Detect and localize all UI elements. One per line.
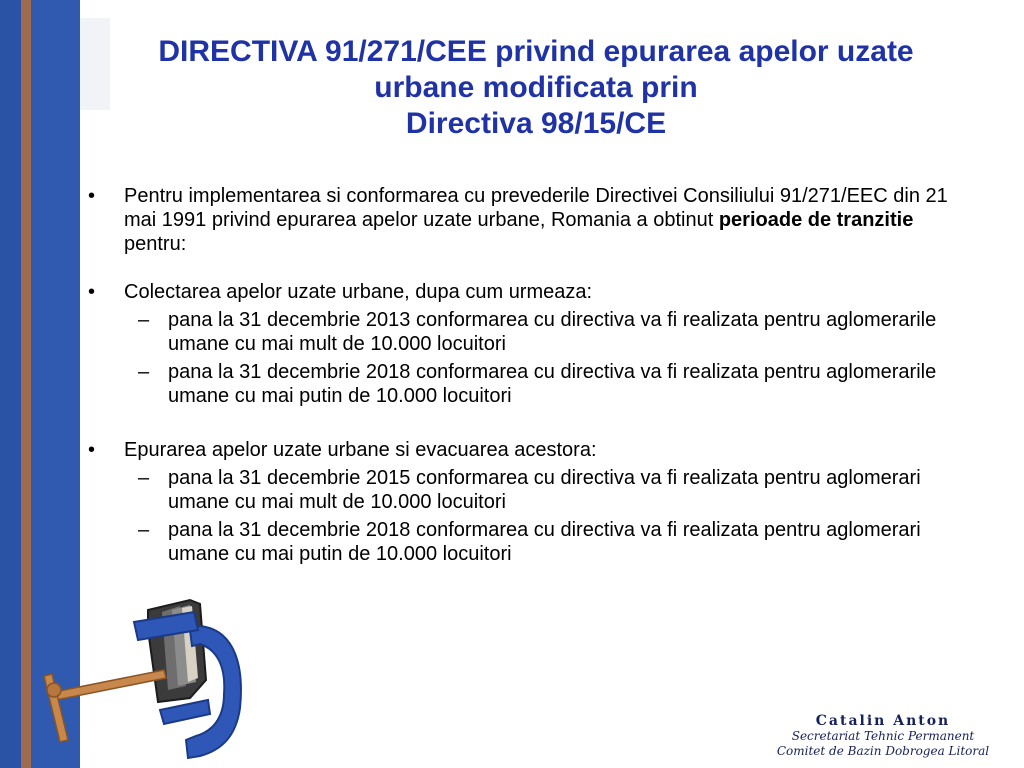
collection-heading: Colectarea apelor uzate urbane, dupa cum urmeaza:	[124, 281, 593, 303]
title-line-3: Directiva 98/15/CE	[405, 107, 667, 140]
sub-bullet-treatment-2015	[88, 466, 968, 514]
sub-bullet-collection-2018	[88, 360, 968, 408]
credit-line-2: Comitet de Bazin Dobrogea Litoral	[776, 744, 990, 758]
title-line-1: DIRECTIVA 91/271/CEE privind epurarea apelor uzate	[158, 35, 914, 68]
dash-mark: –	[138, 519, 150, 541]
wallet-in-clamp-icon	[40, 590, 260, 768]
bullet-intro	[88, 184, 968, 256]
bullet-collection	[88, 280, 968, 304]
dash-mark: –	[138, 361, 150, 383]
title-line-2: urbane modificata prin	[374, 71, 698, 104]
sub-bullet-text: pana la 31 decembrie 2018 conformarea cu directiva va fi realizata pentru aglomerari umane cu mai putin de 10.000 locuitori	[168, 519, 921, 565]
sub-bullet-treatment-2018	[88, 518, 968, 566]
intro-text-after: pentru:	[124, 233, 187, 255]
bullet-mark: •	[88, 185, 96, 207]
sub-bullet-text: pana la 31 decembrie 2015 conformarea cu directiva va fi realizata pentru aglomerari umane cu mai mult de 10.000 locuitori	[168, 467, 921, 513]
bullet-mark: •	[88, 281, 96, 303]
slide-title	[84, 34, 988, 142]
dash-mark: –	[138, 309, 150, 331]
credit-name: Catalin Anton	[815, 713, 951, 729]
intro-bold-text: perioade de tranzitie	[718, 209, 914, 231]
treatment-heading: Epurarea apelor uzate urbane si evacuarea acestora:	[124, 439, 597, 461]
sub-bullet-collection-2013	[88, 308, 968, 356]
sub-bullet-text: pana la 31 decembrie 2013 conformarea cu directiva va fi realizata pentru aglomerarile umane cu mai mult de 10.000 locuitori	[168, 309, 937, 355]
sub-bullet-text: pana la 31 decembrie 2018 conformarea cu directiva va fi realizata pentru aglomerarile umane cu mai putin de 10.000 locuitori	[168, 361, 937, 407]
bullet-mark: •	[88, 439, 96, 461]
intro-text-before: Pentru implementarea si conformarea cu prevederile Directivei Consiliului 91/271/EEC din 21 mai 1991 privind epurarea apelor uzate urbane, Romania a obtinut	[124, 185, 948, 231]
slide-body	[88, 184, 968, 566]
author-credit	[752, 714, 1014, 759]
credit-line-1: Secretariat Tehnic Permanent	[791, 729, 975, 743]
left-side-stripe	[21, 0, 31, 768]
bullet-treatment	[88, 438, 968, 462]
dash-mark: –	[138, 467, 150, 489]
